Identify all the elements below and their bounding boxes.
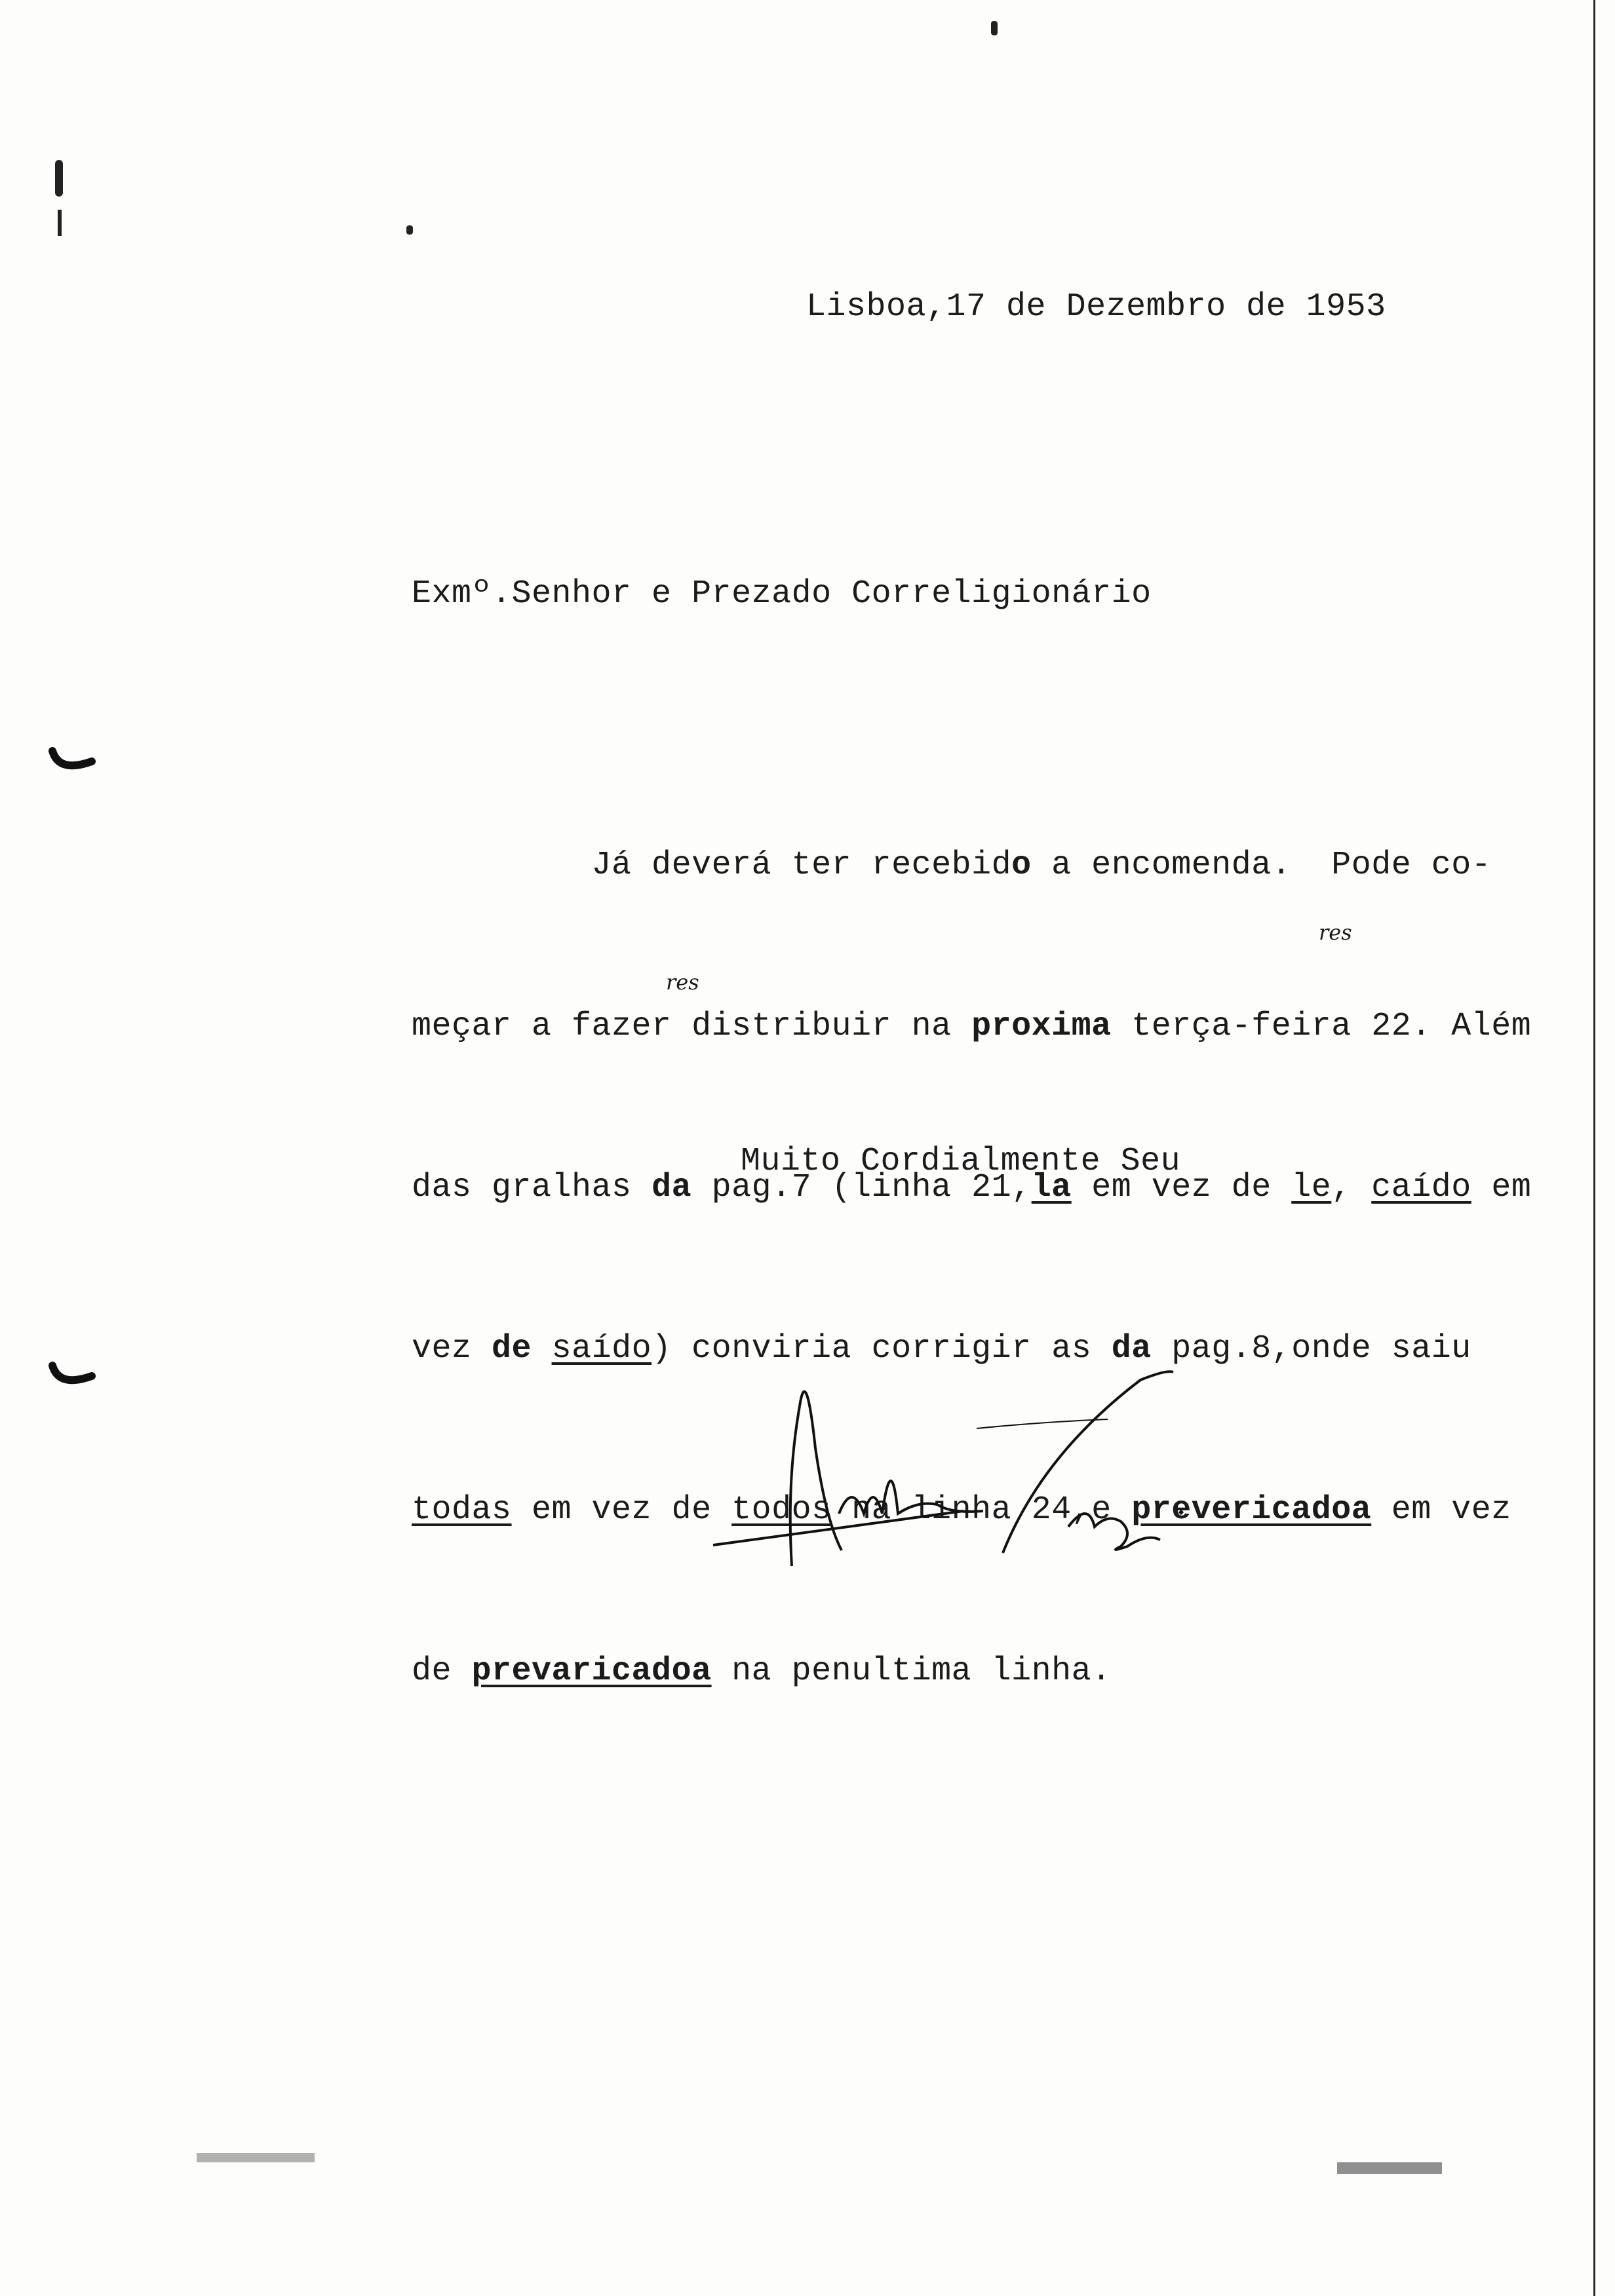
scan-mark [58,210,62,236]
handwritten-signature [701,1350,1265,1586]
body-line: vez de saído) conviria corrigir as da pag.8,onde saiu [412,1330,1471,1368]
scan-mark [991,21,998,35]
binder-hole-mark [46,747,98,780]
body-line: de prevaricadoa na penultima linha. [412,1653,1112,1690]
scan-mark [197,2153,315,2162]
body-line: das gralhas da pag.7 (linha 21,la em vez de le, caído em [412,1169,1532,1206]
letter-salutation: Exmº.Senhor e Prezado Correligionário [412,575,1152,613]
scan-mark [1337,2162,1442,2174]
letter-body [412,731,1531,1806]
handwritten-correction: res [1319,920,1352,945]
body-line: meçar a fazer distribuir na proxima terça-feira 22. Além [412,1008,1532,1045]
scan-mark [55,160,63,197]
binder-hole-mark [46,1362,98,1394]
handwritten-correction: res [666,970,699,995]
letter-date: Lisboa,17 de Dezembro de 1953 [806,288,1386,326]
page-edge-line [1593,0,1595,2296]
scan-mark [406,225,413,235]
body-line: Já deverá ter recebido a encomenda. Pode co- [412,847,1492,884]
letter-closing: Muito Cordialmente Seu [741,1143,1181,1180]
body-line: todas em vez de todos na linha 24,e prevericadoa em vez [412,1491,1511,1529]
